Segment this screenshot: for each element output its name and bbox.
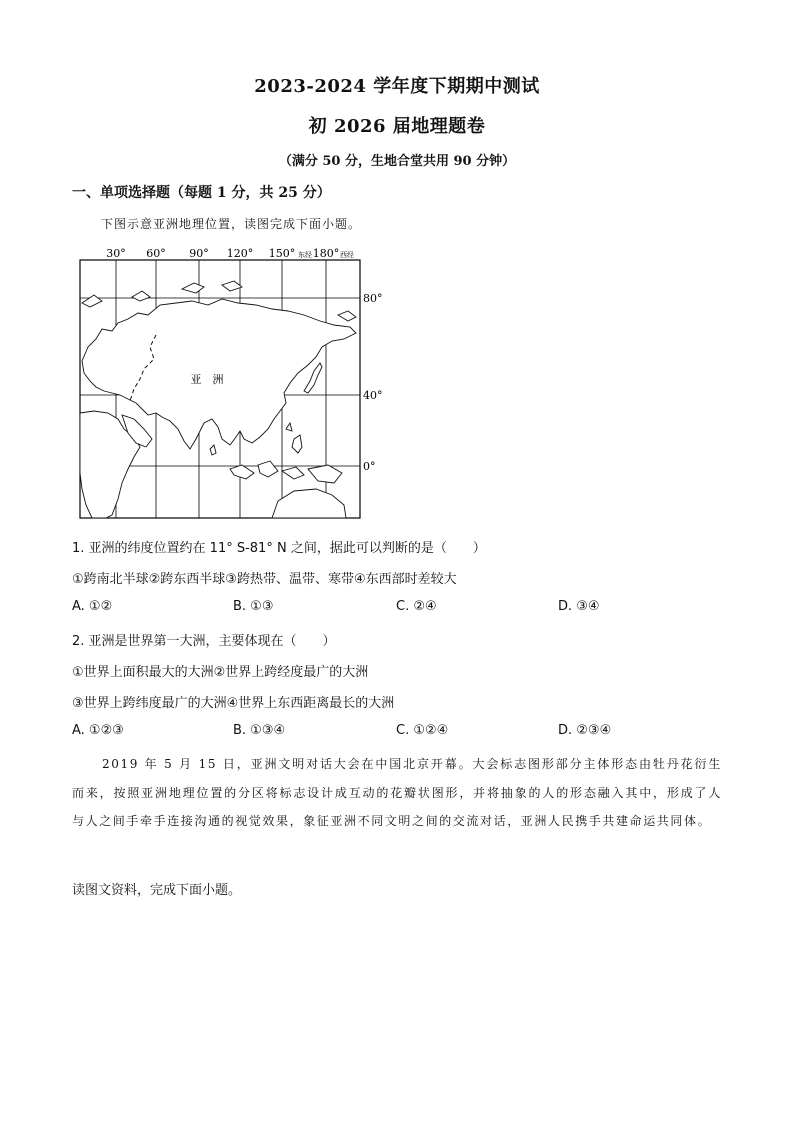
east-longitude-label: 东经 bbox=[298, 251, 312, 259]
question-1-option-a[interactable]: A. ①② bbox=[72, 599, 113, 614]
exam-subtitle: 初 2026 届地理题卷 bbox=[308, 116, 486, 137]
lon-label-60: 60° bbox=[146, 247, 166, 260]
asia-map bbox=[72, 243, 392, 523]
question-2-option-a[interactable]: A. ①②③ bbox=[72, 723, 124, 738]
question-1-option-b[interactable]: B. ①③ bbox=[233, 599, 274, 614]
asia-map-svg bbox=[72, 243, 392, 523]
lat-label-80: 80° bbox=[363, 292, 383, 305]
coastlines bbox=[80, 281, 356, 518]
west-longitude-label: 西经 bbox=[340, 251, 354, 259]
question-2-stem: 2. 亚洲是世界第一大洲，主要体现在（ ） bbox=[72, 634, 336, 649]
section-heading: 一、单项选择题（每题 1 分，共 25 分） bbox=[72, 185, 331, 201]
question-1-option-c[interactable]: C. ②④ bbox=[396, 599, 437, 614]
lat-label-0: 0° bbox=[363, 460, 376, 473]
map-intro: 下图示意亚洲地理位置，读图完成下面小题。 bbox=[101, 217, 362, 231]
lon-label-90: 90° bbox=[189, 247, 209, 260]
question-2-statements-line1: ①世界上面积最大的大洲②世界上跨经度最广的大洲 bbox=[72, 665, 369, 680]
question-2-option-c[interactable]: C. ①②④ bbox=[396, 723, 449, 738]
lon-label-120: 120° bbox=[226, 247, 254, 260]
question-1-stem: 1. 亚洲的纬度位置约在 11° S-81° N 之间，据此可以判断的是（ ） bbox=[72, 541, 486, 556]
reading-passage: 2019 年 5 月 15 日，亚洲文明对话大会在中国北京开幕。大会标志图形部分主体形态由牡丹花衍生而来，按照亚洲地理位置的分区将标志设计成互动的花瓣状图形，并将抽象的人的形态融入其中，形成了人与人之间手牵手连接沟通的视觉效果，象征亚洲不同文明之间的交流对话，亚洲人民携手共建命运共同体。 bbox=[72, 757, 722, 828]
reading-prompt: 读图文资料，完成下面小题。 bbox=[72, 883, 242, 898]
question-2-statements-line2: ③世界上跨纬度最广的大洲④世界上东西距离最长的大洲 bbox=[72, 696, 395, 711]
asia-region-label: 亚 洲 bbox=[190, 373, 224, 386]
exam-title: 2023-2024 学年度下期期中测试 bbox=[254, 76, 540, 97]
lon-label-30: 30° bbox=[106, 247, 126, 260]
lat-label-40: 40° bbox=[363, 389, 383, 402]
lon-label-180: 180° bbox=[312, 247, 340, 260]
question-1-statements: ①跨南北半球②跨东西半球③跨热带、温带、寒带④东西部时差较大 bbox=[72, 572, 457, 587]
exam-info: （满分 50 分，生地合堂共用 90 分钟） bbox=[278, 154, 516, 169]
question-2-option-d[interactable]: D. ②③④ bbox=[558, 723, 612, 738]
question-1-option-d[interactable]: D. ③④ bbox=[558, 599, 600, 614]
question-2-option-b[interactable]: B. ①③④ bbox=[233, 723, 286, 738]
lon-label-150: 150° bbox=[268, 247, 296, 260]
